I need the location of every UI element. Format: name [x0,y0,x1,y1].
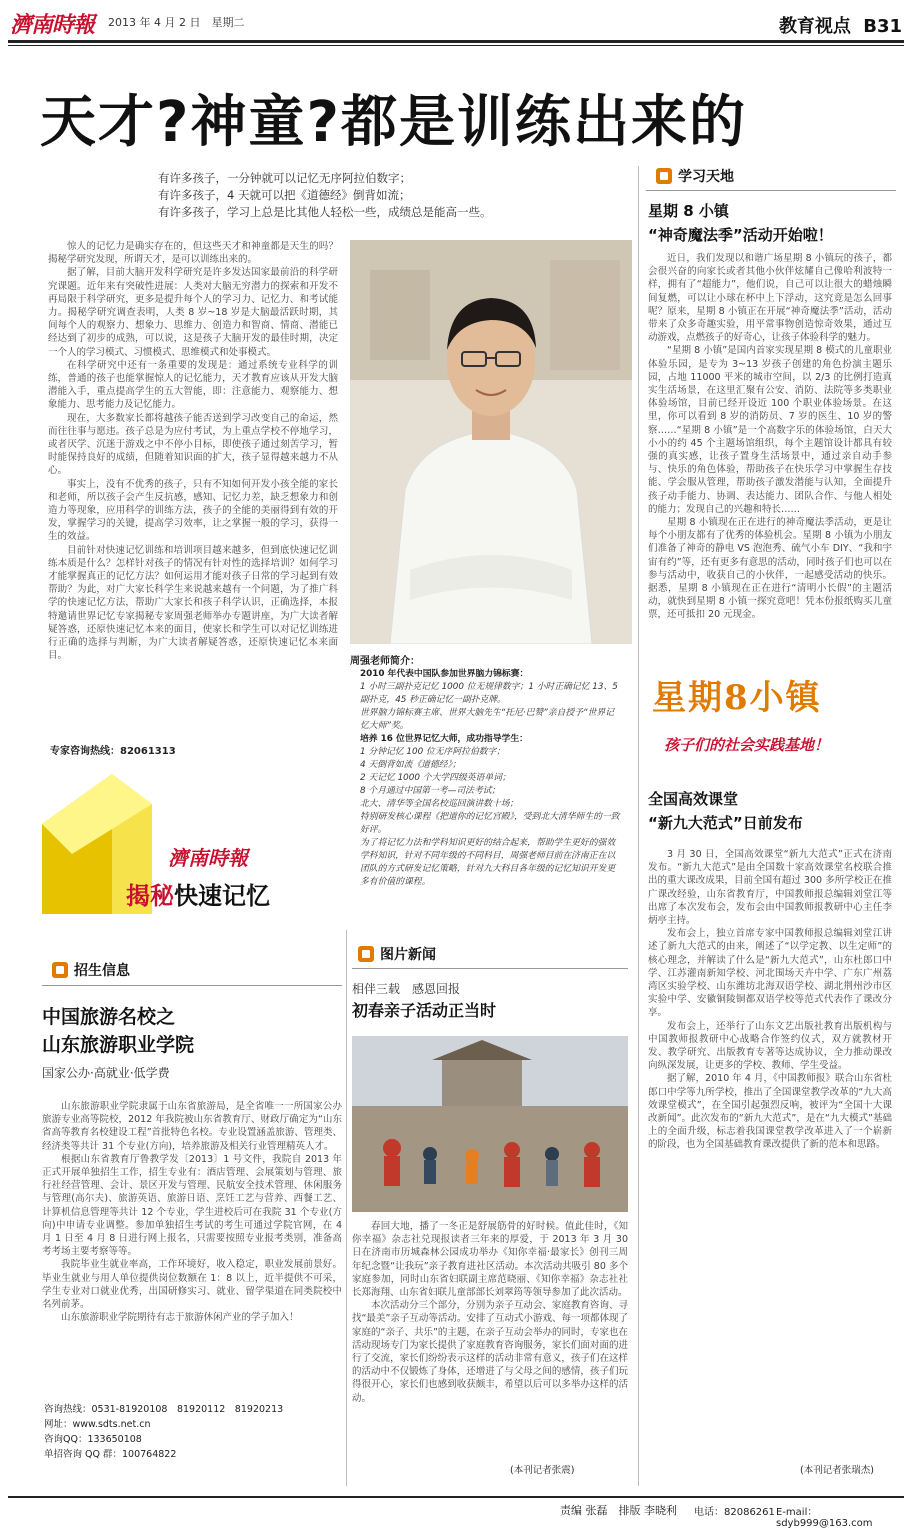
lead-line: 有许多孩子，学习上总是比其他人轻松一些，成绩总是能高一些。 [158,205,492,219]
article-paragraph: 事实上，没有不优秀的孩子，只有不知如何开发小孩全能的家长和老师，所以孩子会产生反抗感，感知、记忆力差，缺乏想象力和创造力等现象，应用科学的训练方法，孩子的全能的美丽得到有效的开发，掌握学习的关键，提高学习效率，让之掌握一般的学习，获得一生的效益。 [48,478,338,543]
brand-logo-title: 星期8小镇 [652,678,822,718]
study-body [648,252,892,664]
page-headline: 天才?神童?都是训练出来的 [40,90,747,155]
footer-rule [8,1496,904,1498]
article-paragraph: 据了解，目前大脑开发科学研究是许多发达国家最前沿的科学研究课题。近年来有突破性进展：人类对大脑无穷潜力的探索和开发不再局限于科学研究，更多是提升每个人的学习力、记忆力、和考试能力。揭秘学研究调查表明，人类 8 岁~18 岁是大脑最活跃时期，其间每个人的观察力、想象力、思维力、创造力和智商、情商、潜能已经达到了初步的成熟，可以说，这是孩子大脑开发的最佳时期，决定一个人的学习模式、习惯模式、思维模式和处事模式。 [48,267,338,358]
bio-line: 为了将记忆力法和学科知识更好的结合起来，帮助学生更好的强效学科知识，针对不同年级的不同科目，周强老师目前在济南正在以团队的方式研发记忆策略，针对九大科目各年级的记忆知识开发更多有价值的课程。 [360,838,616,887]
page-section-tag [779,12,902,38]
bio-line: 北大、清华等全国名校巡回演讲数十场； [360,799,519,809]
study-paragraph: “星期 8 小镇”是国内首家实现星期 8 模式的儿童职业体验乐园，是专为 3~13 岁孩子创建的角色扮演主题乐园，占地 11000 平米的城市空间，以 2/3 的比例打造真实生活场景，在这里汇聚有公安、消防、法院等多类职业体验场馆，目前已经开设近 100 个职业体验场景。在这里，你可以看到 8 岁的消防员、7 岁的医生、10 岁的警察……“星期 8 小镇”是一个高数字乐的体验场馆，白天大小小的约 45 个主题场馆组织，每个主题馆设计都具有较强的真实感，让孩子置身生活场景中，通过亲自动手参与、快乐的角色体验，帮助孩子在快乐学习中掌握生存技能、学会服从管理，帮助孩子激发潜能与认知，全面提升孩子动手能力、协调、表达能力、团队合作、与他人相处的能力；发现自己的兴趣和特长…… [648,345,892,515]
section-name: 教育视点 [778,16,851,37]
nine-title-1: 全国高效课堂 [648,790,739,808]
masthead-rule [8,40,904,43]
photo-news-header [358,944,436,964]
expert-hotline: 专家咨询热线：82061313 [50,746,176,757]
photo-news-body [352,1220,628,1460]
main-article-body [48,240,338,736]
study-paragraph: 近日，我们发现以和谐广场星期 8 小镇玩的孩子，都会很兴奋的向家长或者其他小伙伴炫耀自己像哈利波特一样，拥有了“超能力”，他们说，自己可以让很大的蜡烛瞬间复燃，可以让小球在杯中上下浮动，这究竟是怎么回事呢？原来，星期 8 小镇正在开展“神奇魔法季”活动，活动带来了众多奇趣实验，用平常事物创造惊奇效果，通过互动游戏，点燃孩子的好奇心，让孩子体验科学的魅力。 [648,253,892,344]
ad-highlight: 揭秘 [126,882,174,910]
photo-news-label: 图片新闻 [380,947,436,963]
recruit-title-1: 中国旅游名校之 [42,1006,176,1028]
bio-list [360,668,622,889]
nine-title-2: “新九大范式”日前发布 [648,814,803,832]
study-section-label: 学习天地 [678,169,734,185]
column-rule [346,930,347,1486]
page-number: B31 [863,16,902,37]
photo-news-divider [352,968,628,969]
study-title-2: “神奇魔法季”活动开始啦！ [648,226,833,244]
recruit-subtitle: 国家公办·高就业·低学费 [42,1066,170,1080]
bio-line: 特别研发核心课程《把道你的记忆宫殿》，受到北大清华师生的一致好评。 [360,812,620,835]
bio-line: 世界脑力锦标赛主席、世界大脑先生“托尼·巴赞”亲自授予“世界记忆大师”奖。 [360,708,614,731]
recruit-paragraph: 我院毕业生就业率高，工作环境好，收入稳定，职业发展前景好。毕业生就业与用人单位提供岗位数额在 1：8 以上，近半提供不可采，学生专业对口就业优秀，出国研修实习、就业、留学渠道在同类院校中名列前茅。 [42,1259,342,1311]
study-title-1: 星期 8 小镇 [648,202,729,220]
speaker-icon [52,962,68,978]
study-divider [646,190,896,191]
bio-line: 1 分钟记忆 100 位无序阿拉伯数字； [360,747,506,757]
ad-logo: 濟南時報 [168,846,248,870]
photo-news-title: 初春亲子活动正当时 [352,1001,497,1020]
contact-line: 单招咨询 QQ 群：100764822 [44,1449,177,1460]
recruit-title-2: 山东旅游职业学院 [42,1034,195,1056]
article-paragraph: 在科学研究中还有一条重要的发现是：通过系统专业科学的训练，普通的孩子也能掌握惊人的记忆能力，天才教育应该从开发大脑潜能入手，重点提高学生的五大智能，即：注意能力、观察能力、想象能力、思考能力及记忆能力。 [48,359,338,411]
nine-body [648,848,892,1456]
nine-paragraph: 据了解，2010 年 4 月，《中国教师报》联合山东省杜郎口中学等九所学校，推出了全国课堂教学改革的“九大高效课堂模式”，在全国引起强烈反响，被评为“全国十大课改新闻”。此次发布的“新九大范式”，是在“九大模式”基础上的全面升级，标志着我国课堂教学改革进入了一个崭新的阶段，也为全国基础教育课改提供了新的范本和思路。 [648,1073,892,1151]
lead-line: 有许多孩子，一分钟就可以记忆无序阿拉伯数字； [158,171,411,185]
footer-editor: 责编 张磊 排版 李晓利 [560,1504,677,1517]
portrait-illustration [350,240,632,644]
contact-line: 网址：www.sdts.net.cn [44,1419,151,1430]
footer-email: E-mail：sdyb999@163.com [776,1507,873,1529]
speaker-icon [656,168,672,184]
masthead-logo: 濟南時報 [10,12,95,38]
article-paragraph: 目前针对快速记忆训练和培训项目越来越多，但到底快速记忆训练本质是什么？怎样针对孩子的情况有针对性的选择培训？如何学习才能掌握真正的记忆方法？如何运用才能对孩子日常的学习起到有效帮助？为此，对广大家长科学生来说越来越有一个问题，为了推广科学的快速记忆方法，帮助广大家长和孩子科学认识，正确选择，本报特邀请世界记忆专家揭秘专家周强老师举办专题讲座，为广大读者解疑答惑，还原快速记忆本来的面目，使家长和学生可以对记忆训练进行正确的选择与判断，为广大读者解疑答惑，还原快速记忆本来面目。 [48,544,338,662]
recruit-contacts [44,1402,334,1462]
photo-news-paragraph: 春回大地，播了一冬正是舒展筋骨的好时候。值此佳时，《知你幸福》杂志社兑现报读者三年来的厚爱，于 2013 年 3 月 30 日在济南市历城森林公园成功举办《知你幸福·最家长》创刊三周年纪念暨“让我玩”亲子教育进社区活动。本次活动共吸引 80 多个家庭参加，同时山东省妇联副主席范晓丽、《知你幸福》杂志社社长郑海翔、山东省妇联儿童部部长刘翠筠等领导参加了此次活动。 [352,1221,628,1299]
bio-line: 2010 年代表中国队参加世界脑力锦标赛： [360,669,529,679]
bio-line: 培养 16 位世界记忆大师，成功指导学生： [360,734,528,744]
event-photo [352,1036,628,1212]
recruit-paragraph: 山东旅游职业学院隶属于山东省旅游局，是全省唯一一所国家公办旅游专业高等院校，2012 年我院被山东省教育厅、财政厅确定为“山东省高等教育名校建设工程”首批特色名校。专业设置涵盖旅游、管理类、经济类等共计 31 个专业(方向)，培养旅游及相关行业管理精英人才。 [42,1101,342,1152]
crowd-illustration [352,1036,628,1212]
column-rule [638,166,639,1486]
article-paragraph: 惊人的记忆力是确实存在的，但这些天才和神童都是天生的吗？揭秘学研究发现，所谓天才，是可以训练出来的。 [48,241,338,266]
ad-title [126,876,270,911]
article-paragraph: 现在，大多数家长都将越孩子能否送到学习改变自己的命运，然而往往事与愿违。孩子总是为应付考试，为上重点学校不停地学习，或者厌学、沉迷于游戏之中不停小目标，即使孩子通过刻苦学习，暂时能保持良好的成绩，但随着知识面的扩大，孩子显得越来越力不从心。 [48,412,338,477]
recruit-body [42,1100,342,1398]
recruit-paragraph: 根据山东省教育厅鲁教学发〔2013〕1 号文件，我院自 2013 年正式开展单独招生工作，招生专业有：酒店管理、会展策划与管理、旅行社经营管理、会计、景区开发与管理、民航安全技术管理、休闲服务与管理(高尔夫)、旅游英语、旅游日语、烹饪工艺与营养、西餐工艺、计算机信息管理等共计 12 个专业，学生进校后可在我院 31 个专业(方向)中申请专业调整。参加单独招生考试的考生可通过学院官网，在 4 月 1 日至 4 月 8 日进行网上报名，只需要按照专业报考类别，准备高考考场主要考察等等。 [42,1153,342,1258]
bio-line: 4 天倒背如流《道德经》； [360,760,461,770]
ad-title-text: 快速记忆 [174,882,270,910]
lead-intro [158,170,628,221]
study-section-header [656,166,734,186]
bio-line: 1 小时三副扑克记忆 1000 位无规律数字；1 小时正确记忆 13、5 副扑克，45 秒正确记忆一副扑克牌。 [360,682,618,705]
brand-slogan: 孩子们的社会实践基地！ [664,736,830,754]
masthead-rule-thin [8,45,904,46]
recruit-paragraph: 山东旅游职业学院期待有志于旅游休闲产业的学子加入！ [61,1312,299,1324]
footer-phone: 电话：82086261 [694,1507,775,1518]
contact-line: 咨询QQ：133650108 [44,1434,142,1445]
picture-icon [358,946,374,962]
recruit-divider [42,985,342,986]
contact-line: 咨询热线：0531-81920108 81920112 81920213 [44,1404,284,1415]
photo-news-byline: (本刊记者张震) [510,1465,575,1476]
issue-date: 2013 年 4 月 2 日 星期二 [108,16,245,29]
nine-paragraph: 3 月 30 日，全国高效课堂“新九大范式”正式在济南发布。“新九大范式”是由全国数十家高效课堂名校联合推出的重大课改成果，目前全国有超过 300 多所学校正在推广课改经验，山东省教育厅，中国教师报总编辑刘堂江等出席了本次发布会，发布会由中国教师报教研中心主任李炳亭主持。 [648,849,892,927]
study-paragraph: 星期 8 小镇现在正在进行的神奇魔法季活动，更是让每个小朋友都有了优秀的体验机会。星期 8 小镇为小朋友们准备了神奇的静电 VS 泡泡秀、硫气小车 DIY、“我和宇宙有约”等，还有更多有意思的活动，同时孩子们也可以在参与活动中，收获自己的小伙伴，一起感受活动的快乐。据悉，星期 8 小镇现在正在进行“清明小长假”的主题活动，就快到星期 8 小镇一探究竟吧！凭本份报纸购买儿童票，还可抵扣 20 元现金。 [648,517,892,621]
recruit-section-header [52,960,130,980]
memory-ad [42,764,298,914]
photo-news-kicker: 相伴三载 感恩回报 [352,982,461,996]
bio-line: 8 个月通过中国第一考—司法考试； [360,786,501,796]
nine-byline: (本刊记者张瑞杰) [800,1465,874,1476]
bio-line: 2 天记忆 1000 个大学四级英语单词； [360,773,511,783]
photo-news-paragraph: 本次活动分三个部分，分别为亲子互动会、家庭教育咨询、寻找“最美”亲子互动等活动。安排了互动式小游戏、每一项都体现了家庭的“亲子、共乐”的主题，在亲子互动会举办的同时，专家也在活动现场专门为家长提供了家庭教育咨询服务，家长们面对面的进行了交流，家长们纷纷表示这样的活动非常有意义，孩子们在这样的活动中不仅锻炼了身体，还增进了与父母之间的感情，孩子们玩得很开心，家长们也感到收获颇丰，希望以后可以多举办这样的活动。 [352,1300,628,1404]
portrait-photo [350,240,632,644]
nine-paragraph: 发布会上，独立首席专家中国教师报总编辑刘堂江讲述了新九大范式的由来，阐述了“以学定教、以生定师”的核心理念，并解读了什么是“新九大范式”，山东杜郎口中学、江苏灌南新知学校、河北围场天卉中学、广东广州荔湾区实验学校、山东潍坊北海双语学校、湖北荆州沙市区实验中学、安徽铜陵铜都双语学校等范式代表作了课改分享。 [648,928,892,1019]
recruit-section-label: 招生信息 [74,963,130,979]
nine-paragraph: 发布会上，还举行了山东文艺出版社教育出版机构与中国教师报教研中心战略合作签约仪式，双方就教材开发、教学研究、出版教育专著等达成协议，全力推动课改向纵深发展，让更多的学校、教师、学生受益。 [648,1020,892,1072]
bio-heading: 周强老师简介： [350,656,420,667]
lead-line: 有许多孩子，4 天就可以把《道德经》倒背如流； [158,188,411,202]
